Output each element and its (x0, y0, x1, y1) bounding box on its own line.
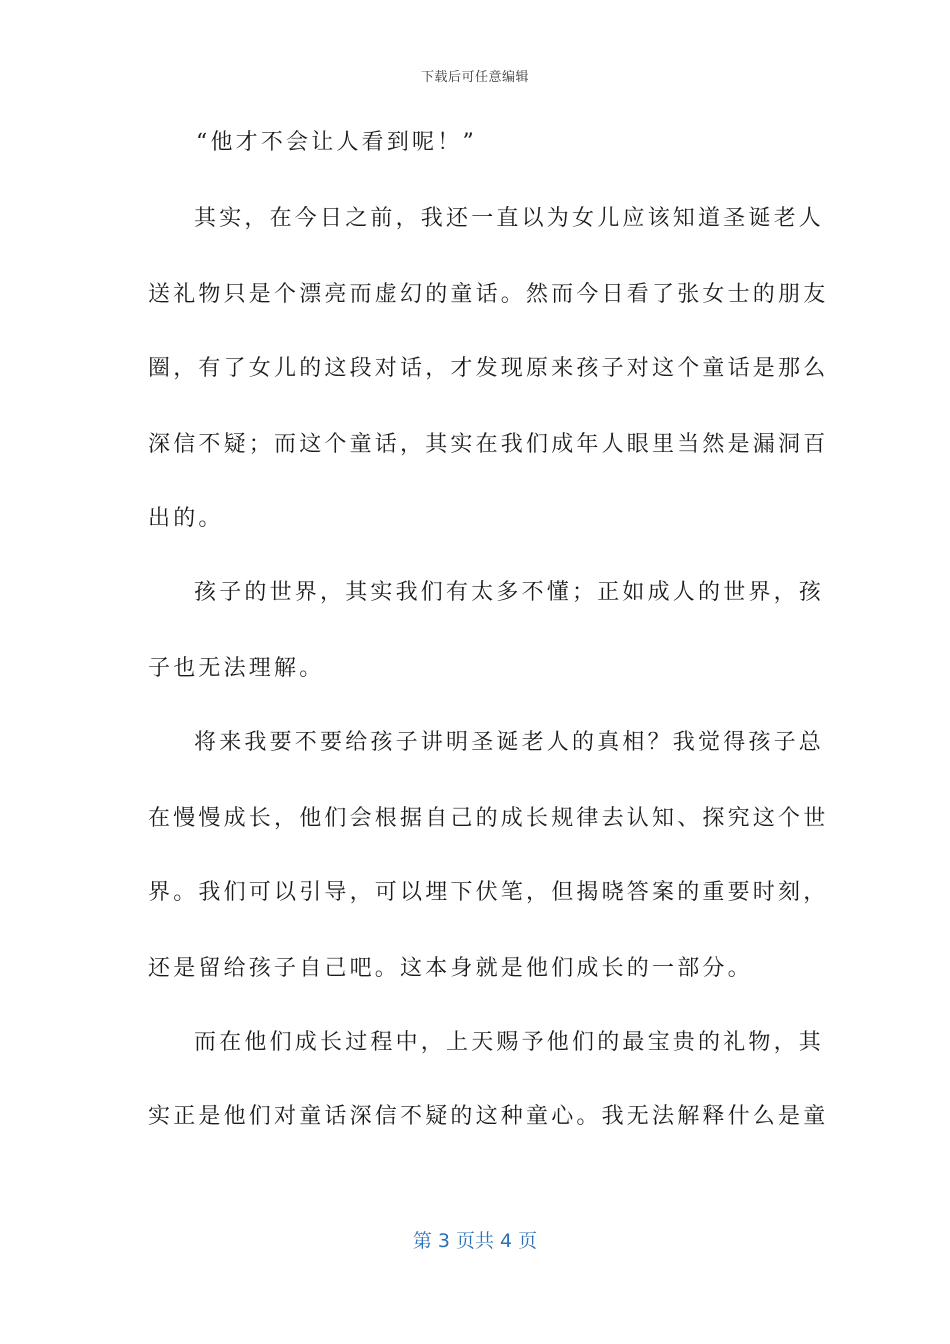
page-number: 3 (437, 1230, 450, 1252)
page-total: 4 (500, 1230, 513, 1252)
text-line: 将来我要不要给孩子讲明圣诞老人的真相？我觉得孩子总 (194, 730, 825, 755)
text-line: 出的。 (148, 506, 224, 531)
text-line: 深信不疑；而这个童话，其实在我们成年人眼里当然是漏洞百 (148, 432, 829, 457)
text-line: 子也无法理解。 (148, 656, 325, 681)
text-line: 圈，有了女儿的这段对话，才发现原来孩子对这个童话是那么 (148, 356, 829, 381)
text-line: 还是留给孩子自己吧。这本身就是他们成长的一部分。 (148, 956, 753, 981)
text-line: 孩子的世界，其实我们有太多不懂；正如成人的世界，孩 (194, 580, 825, 605)
page-suffix: 页 (512, 1230, 538, 1252)
text-line: 实正是他们对童话深信不疑的这种童心。我无法解释什么是童 (148, 1104, 829, 1129)
page-prefix: 第 (412, 1230, 438, 1252)
text-line: 送礼物只是个漂亮而虚幻的童话。然而今日看了张女士的朋友 (148, 282, 829, 307)
text-line: “他才不会让人看到呢！” (196, 130, 477, 155)
text-line: 界。我们可以引导，可以埋下伏笔，但揭晓答案的重要时刻， (148, 880, 829, 905)
text-line: 在慢慢成长，他们会根据自己的成长规律去认知、探究这个世 (148, 806, 829, 831)
page-header: 下载后可任意编辑 (420, 70, 529, 85)
text-line: 其实，在今日之前，我还一直以为女儿应该知道圣诞老人 (194, 206, 825, 231)
page-middle: 页共 (449, 1230, 501, 1252)
text-line: 而在他们成长过程中，上天赐予他们的最宝贵的礼物，其 (194, 1030, 825, 1055)
page-footer (0, 1226, 950, 1253)
